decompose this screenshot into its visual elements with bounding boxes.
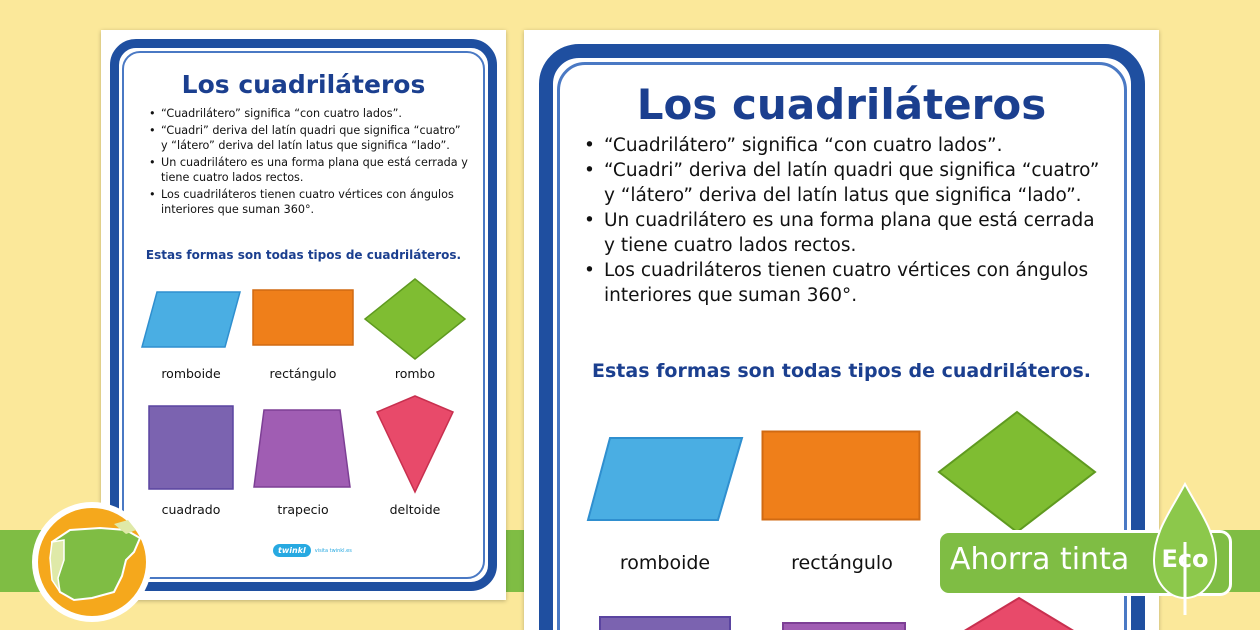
bullet-list <box>149 106 469 219</box>
logo-url: visita twinkl.es <box>314 547 352 554</box>
shapes-subtitle: Estas formas son todas tipos de cuadriláteros. <box>145 248 462 262</box>
eco-banner-text: Ahorra tinta <box>950 542 1130 577</box>
bullet-list-large <box>582 133 1102 308</box>
rectangle-shape <box>252 289 355 347</box>
logo-mark: twinkl <box>273 544 311 557</box>
shape-label: deltoide <box>389 502 441 517</box>
bullet-item: • Un cuadrilátero es una forma plana que está cerrada y tiene cuatro lados rectos. <box>149 155 469 185</box>
shape-label: cuadrado <box>161 502 221 517</box>
shape-label: romboide <box>161 366 221 381</box>
poster-frame <box>110 39 497 591</box>
shape-label: rombo <box>394 366 436 381</box>
poster-thumbnail <box>101 30 506 600</box>
bullet-item: • Los cuadriláteros tienen cuatro vértices con ángulos interiores que suman 360°. <box>149 187 469 217</box>
bullet-item: • “Cuadrilátero” significa “con cuatro lados”. <box>149 106 469 121</box>
shape-label: trapecio <box>277 502 329 517</box>
twinkl-logo <box>273 544 352 557</box>
bullet-item: • “Cuadri” deriva del latín quadri que significa “cuatro” y “látero” deriva del latín latus que significa “lado”. <box>149 123 469 153</box>
bullet-item: • Los cuadriláteros tienen cuatro vértices con ángulos interiores que suman 360°. <box>582 258 1102 308</box>
trapezoid-shape <box>252 409 352 489</box>
shape-label: rectángulo <box>269 366 337 381</box>
spain-map-icon <box>30 500 154 624</box>
square-shape <box>148 405 235 491</box>
shapes-subtitle-large: Estas formas son todas tipos de cuadriláteros. <box>592 360 1091 382</box>
rhombus-shape <box>937 410 1097 534</box>
eco-label: Eco <box>1161 545 1209 573</box>
poster-title-large: Los cuadriláteros <box>636 80 1047 129</box>
square-shape <box>599 616 731 630</box>
bullet-item: • “Cuadrilátero” significa “con cuatro lados”. <box>582 133 1102 158</box>
poster-title: Los cuadriláteros <box>181 70 426 99</box>
shape-label: rectángulo <box>791 552 893 574</box>
kite-shape <box>954 596 1084 630</box>
kite-shape <box>375 394 455 494</box>
shape-label: romboide <box>619 552 711 574</box>
rectangle-shape <box>761 430 921 522</box>
parallelogram-shape <box>141 291 241 349</box>
rhombus-shape <box>363 277 467 361</box>
bullet-item: • “Cuadri” deriva del latín quadri que significa “cuatro” y “látero” deriva del latín latus que significa “lado”. <box>582 158 1102 208</box>
bullet-item: • Un cuadrilátero es una forma plana que está cerrada y tiene cuatro lados rectos. <box>582 208 1102 258</box>
parallelogram-shape <box>586 436 744 522</box>
trapezoid-shape <box>782 622 906 630</box>
